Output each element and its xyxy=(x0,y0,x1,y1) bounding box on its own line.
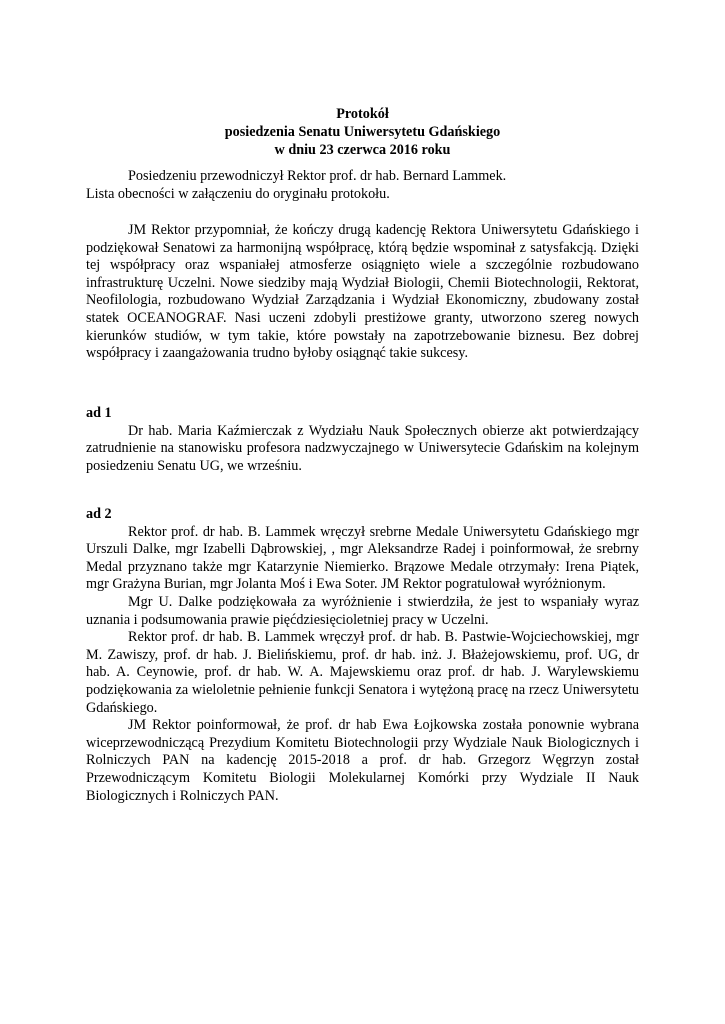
document-title xyxy=(86,106,639,160)
ad1-paragraph: Dr hab. Maria Kaźmierczak z Wydziału Nauk Społecznych obierze akt potwierdzający zatrudnienie na stanowisku profesora nadzwyczajnego w Uniwersytecie Gdańskim na kolejnym posiedzeniu Senatu UG, we wrześniu. xyxy=(86,422,639,474)
rector-speech-paragraph: JM Rektor przypomniał, że kończy drugą kadencję Rektora Uniwersytetu Gdańskiego i podziękował Senatowi za harmonijną współpracę, którą będzie wspominał z satysfakcją. Dzięki tej współpracy oraz wspaniałej atmosferze osiągnięto wiele a szczególnie rozbudowano infrastrukturę Uczelni. Nowe siedziby mają Wydział Biologii, Chemii Biotechnologii, Rektorat, Neofilologia, rozbudowano Wydział Zarządzania i Wydział Ekonomiczny, zbudowany został statek OCEANOGRAF. Nasi uczeni zdobyli prestiżowe granty, utworzono szereg nowych kierunków studiów, w tym takie, które powstały na zapotrzebowanie biznesu. Bez dobrej współpracy i zaangażowania trudno byłoby osiągnąć takie sukcesy. xyxy=(86,222,639,362)
ad1-section xyxy=(86,405,639,475)
title-line-2: posiedzenia Senatu Uniwersytetu Gdańskiego xyxy=(224,124,501,140)
ad1-heading: ad 1 xyxy=(86,405,112,421)
ad2-paragraph-4: JM Rektor poinformował, że prof. dr hab Ewa Łojkowska została ponownie wybrana wiceprzewodniczącą Prezydium Komitetu Biotechnologii przy Wydziale Nauk Biologicznych i Rolniczych PAN na kadencję 2015-2018 a prof. dr hab. Grzegorz Węgrzyn został Przewodniczącym Komitetu Biologii Molekularnej Komórki przy Wydziale II Nauk Biologicznych i Rolniczych PAN. xyxy=(86,717,639,804)
ad2-paragraph-2: Mgr U. Dalke podziękowała za wyróżnienie i stwierdziła, że jest to wspaniały wyraz uznania i podsumowania prawie pięćdziesięcioletniej pracy w Uczelni. xyxy=(86,593,639,628)
title-line-1: Protokół xyxy=(336,106,389,122)
rector-speech-section xyxy=(86,222,639,363)
ad2-section xyxy=(86,506,639,805)
attendance-line: Lista obecności w załączeniu do oryginału protokołu. xyxy=(86,185,390,202)
title-line-3: w dniu 23 czerwca 2016 roku xyxy=(274,142,451,158)
ad2-paragraph-3: Rektor prof. dr hab. B. Lammek wręczył prof. dr hab. B. Pastwie-Wojciechowskiej, mgr M. Zawiszy, prof. dr hab. J. Bielińskiemu, prof. dr hab. inż. J. Błażejowskiemu, prof. UG, dr hab. A. Ceynowie, prof. dr hab. W. A. Majewskiemu oraz prof. dr hab. J. Warylewskiemu podziękowania za wieloletnie pełnienie funkcji Senatora i wytężoną pracę na rzecz Uniwersytetu Gdańskiego. xyxy=(86,629,639,716)
intro-section xyxy=(86,168,639,203)
ad2-paragraph-1: Rektor prof. dr hab. B. Lammek wręczył srebrne Medale Uniwersytetu Gdańskiego mgr Urszuli Dalke, mgr Izabelli Dąbrowskiej, , mgr Aleksandrze Radej i poinformował, że srebrny Medal przyznano także mgr Katarzynie Niemierko. Brązowe Medale otrzymały: Irena Piątek, mgr Grażyna Burian, mgr Jolanta Moś i Ewa Soter. JM Rektor pogratulował wyróżnionym. xyxy=(86,523,639,593)
chair-line: Posiedzeniu przewodniczył Rektor prof. dr hab. Bernard Lammek. xyxy=(128,168,507,184)
ad2-heading: ad 2 xyxy=(86,506,112,522)
